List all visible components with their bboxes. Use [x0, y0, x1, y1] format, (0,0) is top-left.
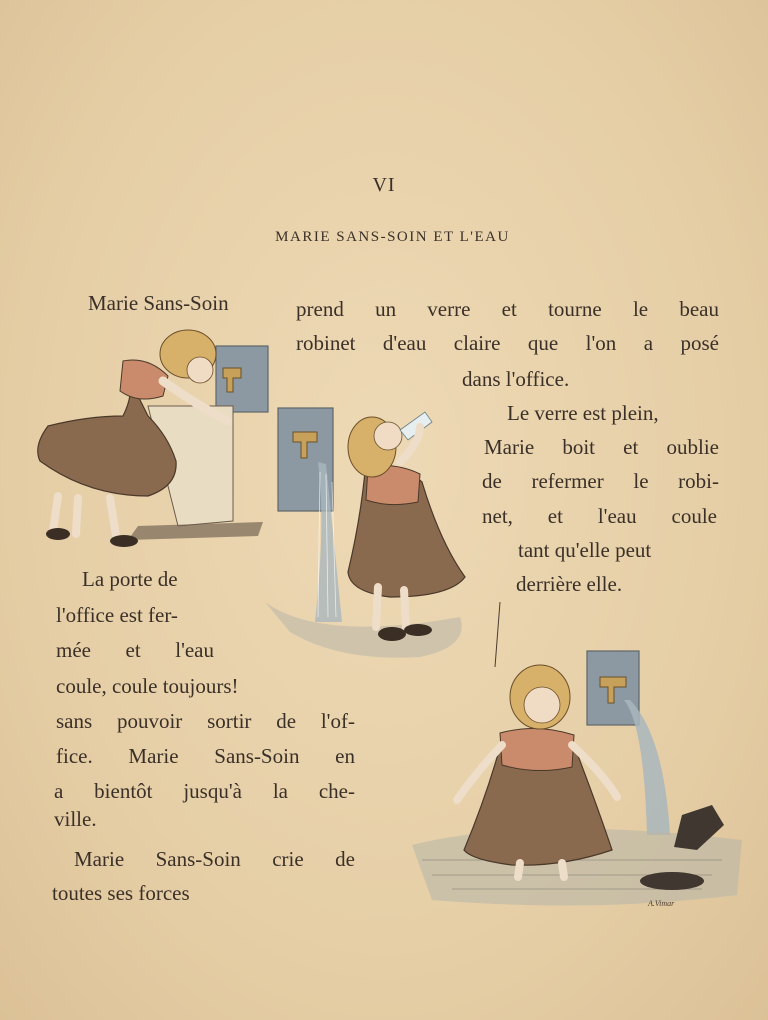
word: net, [482, 504, 513, 528]
text-line [296, 296, 719, 322]
text-line [296, 330, 719, 356]
word: le [632, 297, 649, 321]
shoe [110, 535, 138, 547]
word: la [272, 779, 288, 803]
chapter-title: MARIE SANS-SOIN ET L'EAU [275, 229, 510, 245]
word: Sans-Soin [214, 744, 300, 768]
word: crie [272, 847, 304, 871]
word: sortir [207, 709, 252, 733]
word: Marie [128, 744, 179, 768]
word: Marie [74, 847, 125, 871]
word: claire [453, 331, 501, 355]
floor-shadow [128, 522, 263, 540]
word: le [633, 469, 649, 493]
girl-at-tap-illustration [28, 326, 273, 558]
word: boit [562, 435, 595, 459]
face [187, 357, 213, 383]
text-line: La porte de [82, 567, 178, 591]
word: en [335, 744, 355, 768]
word: que [527, 331, 559, 355]
text-line [56, 708, 355, 734]
illustrator-signature: A.Vimar [648, 899, 675, 908]
word: et [125, 638, 141, 662]
word: posé [680, 331, 719, 355]
text-line: ville. [54, 807, 97, 831]
text-line [56, 637, 214, 663]
word: et [501, 297, 517, 321]
text-line: l'office est fer- [56, 603, 178, 627]
word: verre [427, 297, 471, 321]
word: l'eau [597, 504, 637, 528]
word: un [375, 297, 397, 321]
shoe [378, 627, 406, 641]
word: jusqu'à [183, 779, 242, 803]
text-line: tant qu'elle peut [518, 538, 652, 562]
word: oublie [666, 435, 719, 459]
word: coule [671, 504, 717, 528]
girl-in-water-illustration [412, 645, 752, 913]
text-line: Le verre est plein, [507, 401, 659, 425]
word: bientôt [94, 779, 153, 803]
text-line [74, 846, 355, 872]
face [524, 687, 560, 723]
text-line [56, 743, 355, 769]
word: tourne [548, 297, 602, 321]
word: refermer [531, 469, 604, 493]
shoe [46, 528, 70, 540]
word: robi- [678, 469, 719, 493]
word: Sans-Soin [155, 847, 241, 871]
word: a [643, 331, 654, 355]
word: beau [679, 297, 719, 321]
word: l'eau [175, 638, 214, 662]
shoe [404, 624, 432, 636]
word: et [547, 504, 563, 528]
word: de [335, 847, 355, 871]
text-line: coule, coule toujours! [56, 674, 239, 698]
word: robinet [296, 331, 356, 355]
text-line [484, 434, 719, 460]
word: fice. [56, 744, 93, 768]
word: d'eau [382, 331, 427, 355]
word: prend [296, 297, 344, 321]
text-line: toutes ses forces [52, 881, 190, 905]
text-line: dans l'office. [462, 367, 570, 391]
floating-plate [640, 872, 704, 890]
word: de [482, 469, 502, 493]
text-line [482, 503, 717, 529]
text-line: Marie Sans-Soin [88, 291, 229, 315]
word: l'of- [320, 709, 355, 733]
word: l'on [585, 331, 617, 355]
word: et [623, 435, 639, 459]
text-line [482, 468, 719, 494]
face [374, 422, 402, 450]
word: Marie [484, 435, 535, 459]
word: che- [318, 779, 355, 803]
word: a [54, 779, 64, 803]
bodice [500, 728, 574, 770]
word: de [276, 709, 297, 733]
word: sans [56, 709, 93, 733]
word: pouvoir [116, 709, 183, 733]
text-line: derrière elle. [516, 572, 623, 596]
chapter-number: VI [372, 174, 396, 196]
word: mée [56, 638, 91, 662]
text-line [54, 778, 355, 804]
